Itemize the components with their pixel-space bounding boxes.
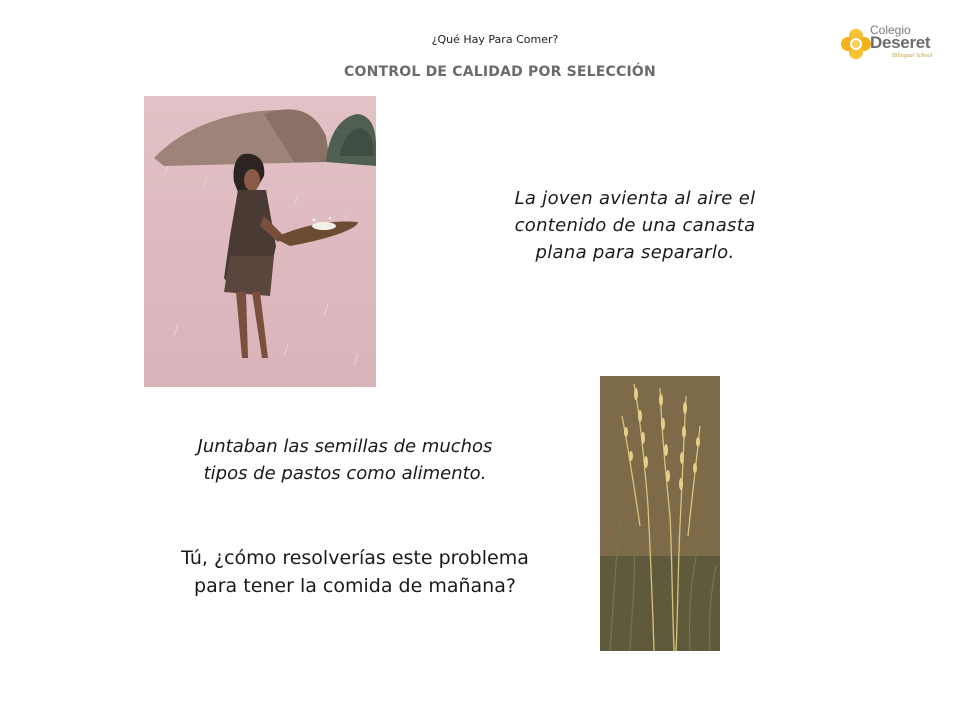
- pre-title: ¿Qué Hay Para Comer?: [431, 33, 559, 46]
- woman-winnowing-image: [144, 96, 376, 387]
- caption-grass-seeds: Juntaban las semillas de muchos tipos de pastos como alimento.: [197, 436, 493, 484]
- question-text: Tú, ¿cómo resolverías este problema para tener la comida de mañana?: [181, 547, 529, 597]
- grass-seeds-image: [600, 376, 720, 651]
- page-title: CONTROL DE CALIDAD POR SELECCIÓN: [344, 64, 656, 80]
- school-logo: [840, 22, 940, 66]
- logo-text-deseret: Deseret: [870, 33, 931, 52]
- logo-text-colegio: Colegio: [870, 23, 911, 37]
- flower-logo-icon: [840, 28, 872, 60]
- logo-text-tagline: Bilingual School: [892, 53, 933, 59]
- caption-winnowing: La joven avienta al aire el contenido de una canasta plana para separarlo.: [514, 188, 756, 263]
